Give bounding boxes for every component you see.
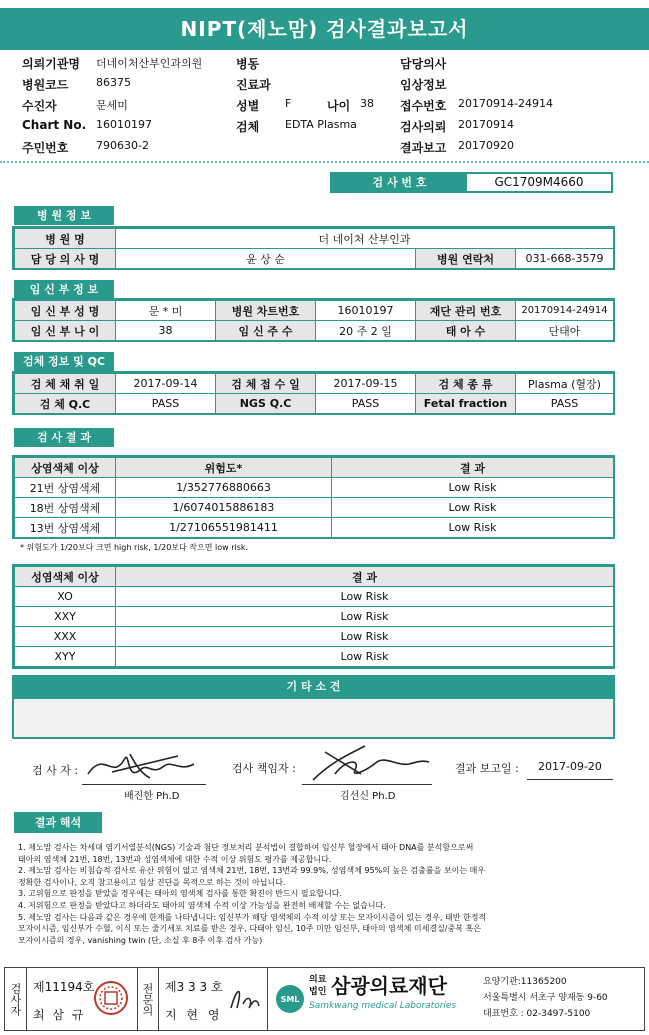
interpretation-line: 정확한 검사이나, 오직 참고용이고 임상 진단을 목적으로 하는 것이 아닙니다. (18, 877, 286, 887)
patient-age-value: 38 (116, 321, 216, 341)
age-label: 나이 (327, 99, 351, 113)
report-label: 결과보고 (400, 141, 447, 155)
ngs-qc-label: NGS Q.C (216, 394, 316, 414)
lab-number-box (330, 172, 613, 193)
table-row (15, 587, 614, 607)
table-row (15, 627, 614, 647)
fetal-fraction-label: Fetal fraction (416, 394, 516, 414)
ngs-qc-value: PASS (316, 394, 416, 414)
interpretation-line: 태아의 염색체 21번, 18번, 13번과 성염색체에 대한 수적 이상 위험도 평가를 제공합니다. (18, 854, 332, 864)
footer-divider (267, 968, 268, 1030)
interpretation-line: 1. 제노맘 검사는 차세대 염기서열분석(NGS) 기술과 첨단 정보처리 분석법이 결합하여 임신부 혈장에서 태아 DNA를 분석함으로써 (18, 843, 474, 852)
interpretation-title: 결과 해석 (14, 812, 102, 833)
result-value: Low Risk (332, 518, 614, 538)
seal-stamp-icon (93, 980, 129, 1016)
interpretation-line: 5. 제노맘 검사는 다음과 같은 경우에 한계를 나타냅니다: 임신부가 해당 염색체의 수적 이상 또는 모자이시즘이 있는 경우, 태반 한정적 (18, 912, 487, 922)
specimen-qc-label: 검 체 Q.C (15, 394, 116, 414)
patient-weeks-value: 20 주 2 일 (316, 321, 416, 341)
hospital-info-table (14, 228, 614, 269)
dept-label: 진료과 (236, 78, 271, 92)
sex-chrom-header-type: 성염색체 이상 (15, 567, 116, 587)
institution-label: 의뢰기관명 (22, 57, 80, 71)
receive-date-label: 검 체 접 수 일 (216, 374, 316, 394)
sex-value: F (285, 97, 292, 110)
interpretation-line: 3. 고위험으로 판정을 받았을 경우에는 태아의 염색체 검사를 통한 확진이 반드시 필요합니다. (18, 889, 343, 899)
footer-address: 서울특별시 서초구 양재동 9-60 (483, 993, 608, 1003)
legal-prefix-1: 의료 (309, 975, 327, 985)
doctor-label: 담당의사 (400, 57, 447, 71)
responsible-label: 검사 책임자 : (232, 762, 296, 775)
table-row (15, 478, 614, 498)
collect-date-label: 검 체 채 취 일 (15, 374, 116, 394)
interpretation-notes (18, 842, 633, 946)
patient-fetus-value: 단태아 (516, 321, 614, 341)
tester-signature-line (82, 784, 206, 785)
results-table (14, 457, 614, 538)
interpretation-line: 4. 저위험으로 판정을 받았다고 하더라도 태아의 염색체 수적 이상 가능성을 완전히 배제할 수는 없습니다. (18, 900, 386, 910)
org-subtitle: Samkwang medical Laboratories (309, 1001, 457, 1011)
specimen-qc-title: 검체 정보 및 QC (14, 352, 114, 371)
footer-col1-line1: 제11194호 (33, 980, 95, 994)
result-value: Low Risk (332, 478, 614, 498)
specimen-type-label: 검 체 종 류 (416, 374, 516, 394)
tester-signature-icon (82, 742, 208, 786)
sex-chrom-header-result: 결 과 (116, 567, 614, 587)
footer-col2-line2: 지 현 영 (165, 1008, 223, 1022)
responsible-signature-line (302, 784, 432, 785)
sex-chrom-table (14, 566, 614, 667)
hospital-contact-value: 031-668-3579 (516, 249, 614, 269)
receipt-label: 접수번호 (400, 99, 447, 113)
request-label: 검사의뢰 (400, 120, 447, 134)
result-risk: 1/6074015886183 (116, 498, 332, 518)
clinical-label: 임상정보 (400, 78, 447, 92)
footer-code: 요양기관:11365200 (483, 977, 567, 987)
patient-fetus-label: 태 아 수 (416, 321, 516, 341)
sex-chrom-name: XYY (15, 647, 116, 667)
footer-col2-vertical: 전문의 (137, 968, 159, 1030)
report-value: 20170920 (458, 139, 514, 152)
result-name: 21번 상염색체 (15, 478, 116, 498)
age-value: 38 (360, 97, 374, 110)
footer-col1-vertical: 검사자 (5, 968, 27, 1030)
hospital-contact-label: 병원 연락처 (416, 249, 516, 269)
tester-label: 검 사 자 : (32, 764, 79, 777)
report-date-value: 2017-09-20 (538, 760, 602, 773)
hospital-name-value: 더 네이처 산부인과 (116, 229, 614, 249)
chart-value: 16010197 (96, 118, 152, 131)
hospital-code-value: 86375 (96, 76, 131, 89)
id-label: 주민번호 (22, 141, 69, 155)
interpretation-line: 모자이시즘, 임신부가 수혈, 이식 또는 줄기세포 치료를 받은 경우, 다태아 임신, 10주 미만 임신부, 태아의 염색체 미세결실/중복 혹은 (18, 924, 481, 934)
results-title: 검 사 결 과 (14, 428, 114, 447)
table-row (15, 518, 614, 538)
sex-chrom-name: XXY (15, 607, 116, 627)
responsible-signature-icon (305, 740, 433, 786)
result-name: 13번 상염색체 (15, 518, 116, 538)
patient-chart-label: 병원 차트번호 (216, 301, 316, 321)
specimen-qc-value: PASS (116, 394, 216, 414)
result-risk: 1/352776880663 (116, 478, 332, 498)
institution-value: 더네이처산부인과의원 (96, 57, 203, 70)
specimen-qc-table (14, 373, 614, 414)
interpretation-line: 모자이시즘의 경우, vanishing twin (단, 소실 후 8주 이후 검사 가능) (18, 935, 263, 945)
header-info (22, 53, 642, 158)
sex-label: 성별 (236, 99, 260, 113)
patient-name-label: 임 신 부 성 명 (15, 301, 116, 321)
patient-mgmt-value: 20170914-24914 (516, 301, 614, 321)
sex-chrom-name: XXX (15, 627, 116, 647)
results-header-result: 결 과 (332, 458, 614, 478)
result-risk: 1/27106551981411 (116, 518, 332, 538)
hospital-code-label: 병원코드 (22, 78, 69, 92)
hospital-name-label: 병 원 명 (15, 229, 116, 249)
hospital-doctor-label: 담 당 의 사 명 (15, 249, 116, 269)
patient-name-value: 문 * 미 (116, 301, 216, 321)
footer-col1-line2: 최 삼 규 (33, 1008, 86, 1022)
results-header-risk: 위험도* (116, 458, 332, 478)
results-header-type: 상염색체 이상 (15, 458, 116, 478)
chart-label: Chart No. (22, 118, 87, 132)
sex-chrom-result: Low Risk (116, 647, 614, 667)
specimen-type-value: Plasma (혈장) (516, 374, 614, 394)
receipt-value: 20170914-24914 (458, 97, 553, 110)
legal-prefix-2: 법인 (309, 987, 327, 997)
result-name: 18번 상염색체 (15, 498, 116, 518)
lab-number-label: 검 사 번 호 (332, 174, 467, 191)
specimen-value: EDTA Plasma (285, 118, 357, 131)
tester-name: 배진한 Ph.D (124, 791, 180, 802)
patient-age-label: 임 신 부 나 이 (15, 321, 116, 341)
specialist-signature-icon (223, 980, 263, 1016)
table-row (15, 607, 614, 627)
table-row (15, 498, 614, 518)
id-value: 790630-2 (96, 139, 149, 152)
report-title: NIPT(제노맘) 검사결과보고서 (0, 8, 649, 50)
footer (4, 967, 645, 1031)
hospital-doctor-value: 윤 상 순 (116, 249, 416, 269)
fetal-fraction-value: PASS (516, 394, 614, 414)
sex-chrom-result: Low Risk (116, 627, 614, 647)
patient-info-table (14, 300, 614, 341)
collect-date-value: 2017-09-14 (116, 374, 216, 394)
sml-logo-text: SML (280, 995, 300, 1004)
opinion-title: 기 타 소 견 (12, 675, 615, 699)
responsible-name: 김선신 Ph.D (340, 791, 396, 802)
lab-number-value: GC1709M4660 (494, 175, 584, 189)
opinion-body (12, 699, 615, 739)
request-value: 20170914 (458, 118, 514, 131)
patient-chart-value: 16010197 (316, 301, 416, 321)
result-value: Low Risk (332, 498, 614, 518)
sex-chrom-result: Low Risk (116, 607, 614, 627)
risk-footnote: * 위험도가 1/20보다 크면 high risk, 1/20보다 작으면 low risk. (20, 543, 249, 552)
patient-weeks-label: 임 신 주 수 (216, 321, 316, 341)
footer-phone: 대표번호 : 02-3497-5100 (483, 1009, 591, 1019)
report-date-label: 결과 보고일 : (455, 762, 519, 775)
collector-label: 수진자 (22, 99, 57, 113)
sex-chrom-result: Low Risk (116, 587, 614, 607)
table-row (15, 647, 614, 667)
interpretation-line: 2. 제노맘 검사는 비침습적 검사로 유산 위험이 없고 염색체 21번, 18번, 13번과 99.9%, 성염색체 95%의 높은 검출률을 보이는 매우 (18, 866, 486, 876)
org-name: 삼광의료재단 (331, 974, 447, 998)
hospital-info-title: 병 원 정 보 (14, 206, 114, 225)
patient-mgmt-label: 재단 관리 번호 (416, 301, 516, 321)
receive-date-value: 2017-09-15 (316, 374, 416, 394)
ward-label: 병동 (236, 57, 260, 71)
report-date-line (527, 779, 613, 780)
dotted-divider (0, 161, 649, 163)
patient-info-title: 임 신 부 정 보 (14, 280, 114, 299)
sex-chrom-name: XO (15, 587, 116, 607)
collector-value: 문세미 (96, 99, 128, 112)
footer-col2-line1: 제3 3 3 호 (165, 980, 223, 994)
specimen-label: 검체 (236, 120, 260, 134)
